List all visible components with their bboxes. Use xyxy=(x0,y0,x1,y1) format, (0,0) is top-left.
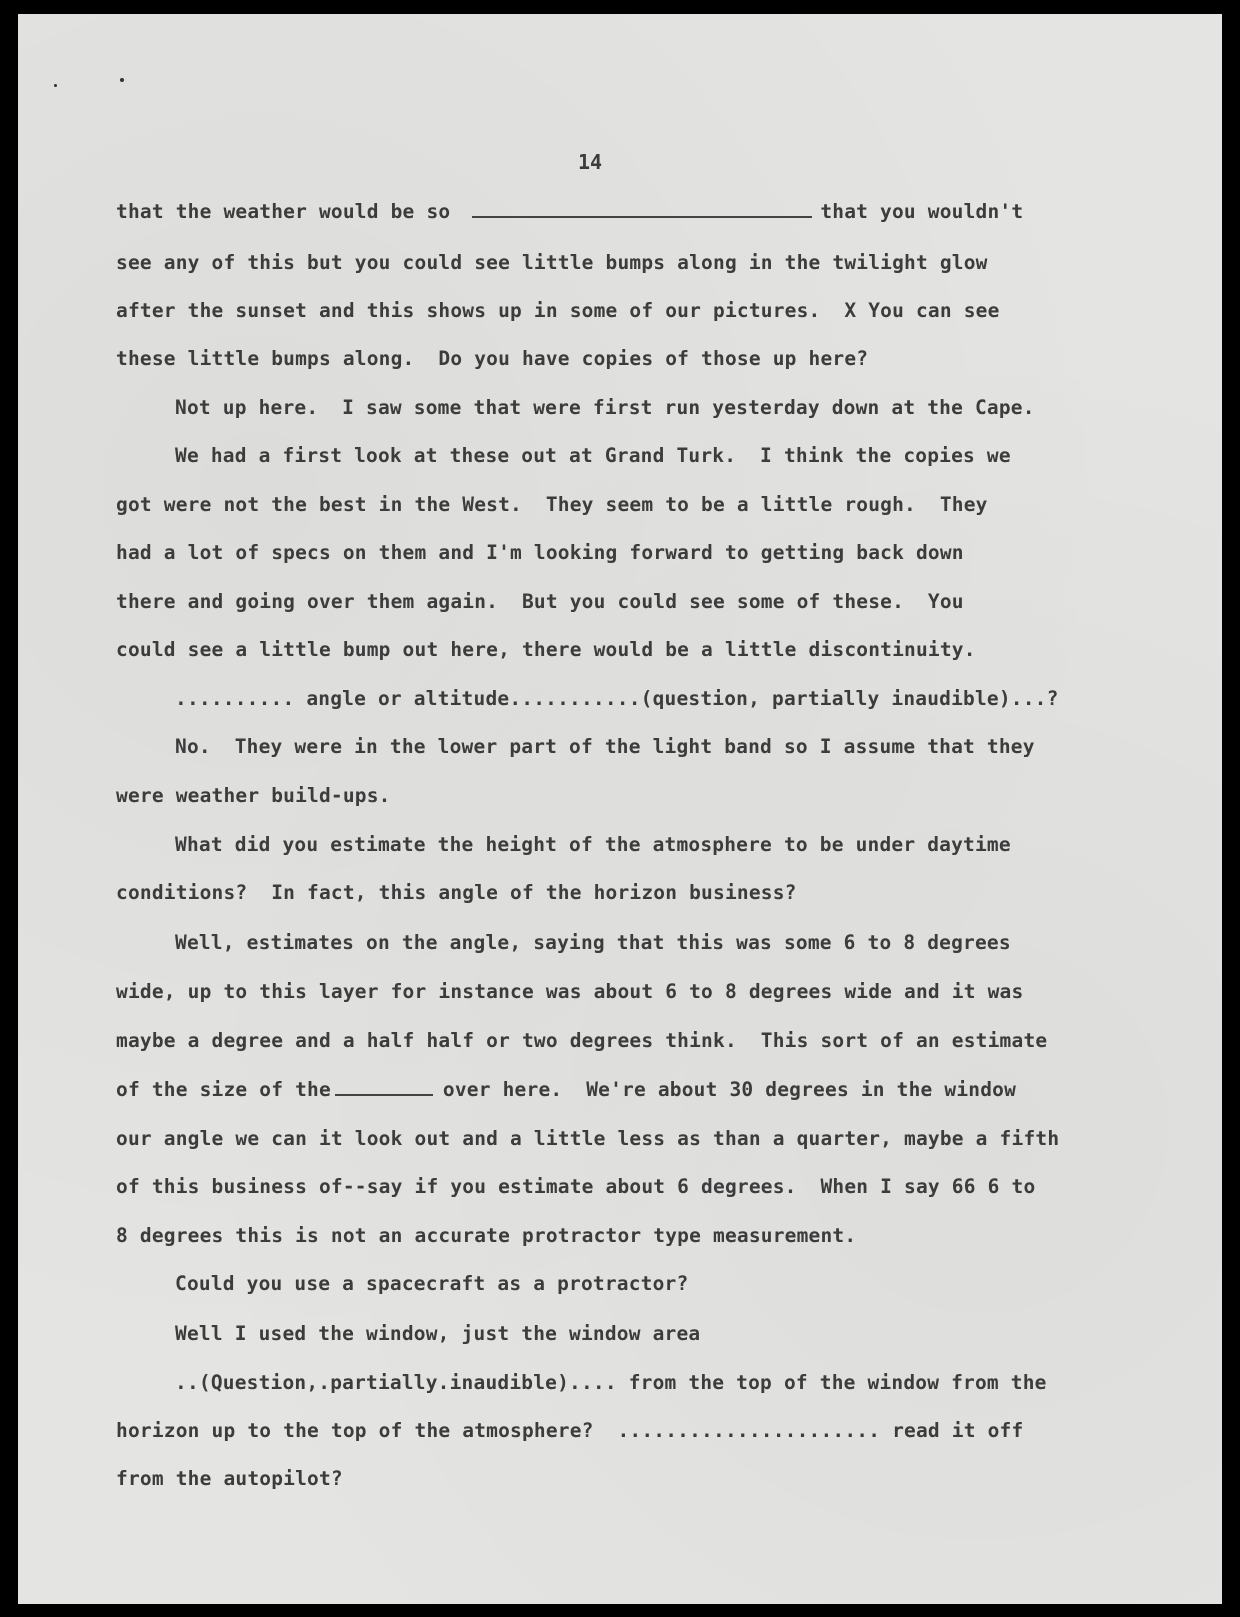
text-line: had a lot of specs on them and I'm looking forward to getting back down xyxy=(116,541,964,564)
text-line: ..(Question,.partially.inaudible).... from the top of the window from the xyxy=(175,1371,1047,1394)
text-segment: that the weather would be so xyxy=(116,200,451,223)
text-line: our angle we can it look out and a little less as than a quarter, maybe a fifth xyxy=(116,1127,1060,1150)
text-line: these little bumps along. Do you have copies of those up here? xyxy=(116,347,869,370)
text-line: .......... angle or altitude...........(question, partially inaudible)...? xyxy=(175,687,1059,710)
text-line: wide, up to this layer for instance was about 6 to 8 degrees wide and it was xyxy=(116,980,1024,1003)
text-line: after the sunset and this shows up in some of our pictures. X You can see xyxy=(116,299,1000,322)
document-page xyxy=(18,14,1222,1604)
fill-in-blank xyxy=(335,1080,433,1096)
text-line: We had a first look at these out at Grand Turk. I think the copies we xyxy=(175,444,1011,467)
text-line xyxy=(116,200,1023,224)
text-line: there and going over them again. But you could see some of these. You xyxy=(116,590,964,613)
text-line xyxy=(116,1078,1016,1102)
text-line: horizon up to the top of the atmosphere? ...................... read it off xyxy=(116,1419,1024,1442)
text-line: could see a little bump out here, there would be a little discontinuity. xyxy=(116,638,976,661)
paper-speck xyxy=(120,78,124,82)
fill-in-blank xyxy=(472,202,812,218)
text-segment: of the size of the xyxy=(116,1078,331,1101)
text-line: maybe a degree and a half half or two degrees think. This sort of an estimate xyxy=(116,1029,1048,1052)
text-segment: over here. We're about 30 degrees in the window xyxy=(442,1078,1017,1101)
text-segment: that you wouldn't xyxy=(820,200,1024,223)
text-line: conditions? In fact, this angle of the horizon business? xyxy=(116,881,797,904)
text-line: 8 degrees this is not an accurate protractor type measurement. xyxy=(116,1224,857,1247)
text-line: got were not the best in the West. They seem to be a little rough. They xyxy=(116,493,988,516)
text-line: Well, estimates on the angle, saying that this was some 6 to 8 degrees xyxy=(175,931,1011,954)
text-line: see any of this but you could see little bumps along in the twilight glow xyxy=(116,251,988,274)
text-line: were weather build-ups. xyxy=(116,784,391,807)
text-line: No. They were in the lower part of the light band so I assume that they xyxy=(175,735,1035,758)
page-number: 14 xyxy=(578,150,603,174)
paper-speck xyxy=(54,84,57,87)
text-line: of this business of--say if you estimate about 6 degrees. When I say 66 6 to xyxy=(116,1175,1036,1198)
text-line: What did you estimate the height of the atmosphere to be under daytime xyxy=(175,833,1011,856)
text-line: from the autopilot? xyxy=(116,1467,343,1490)
text-line: Not up here. I saw some that were first run yesterday down at the Cape. xyxy=(175,396,1035,419)
text-line: Could you use a spacecraft as a protractor? xyxy=(175,1272,689,1295)
text-line: Well I used the window, just the window area xyxy=(175,1322,701,1345)
